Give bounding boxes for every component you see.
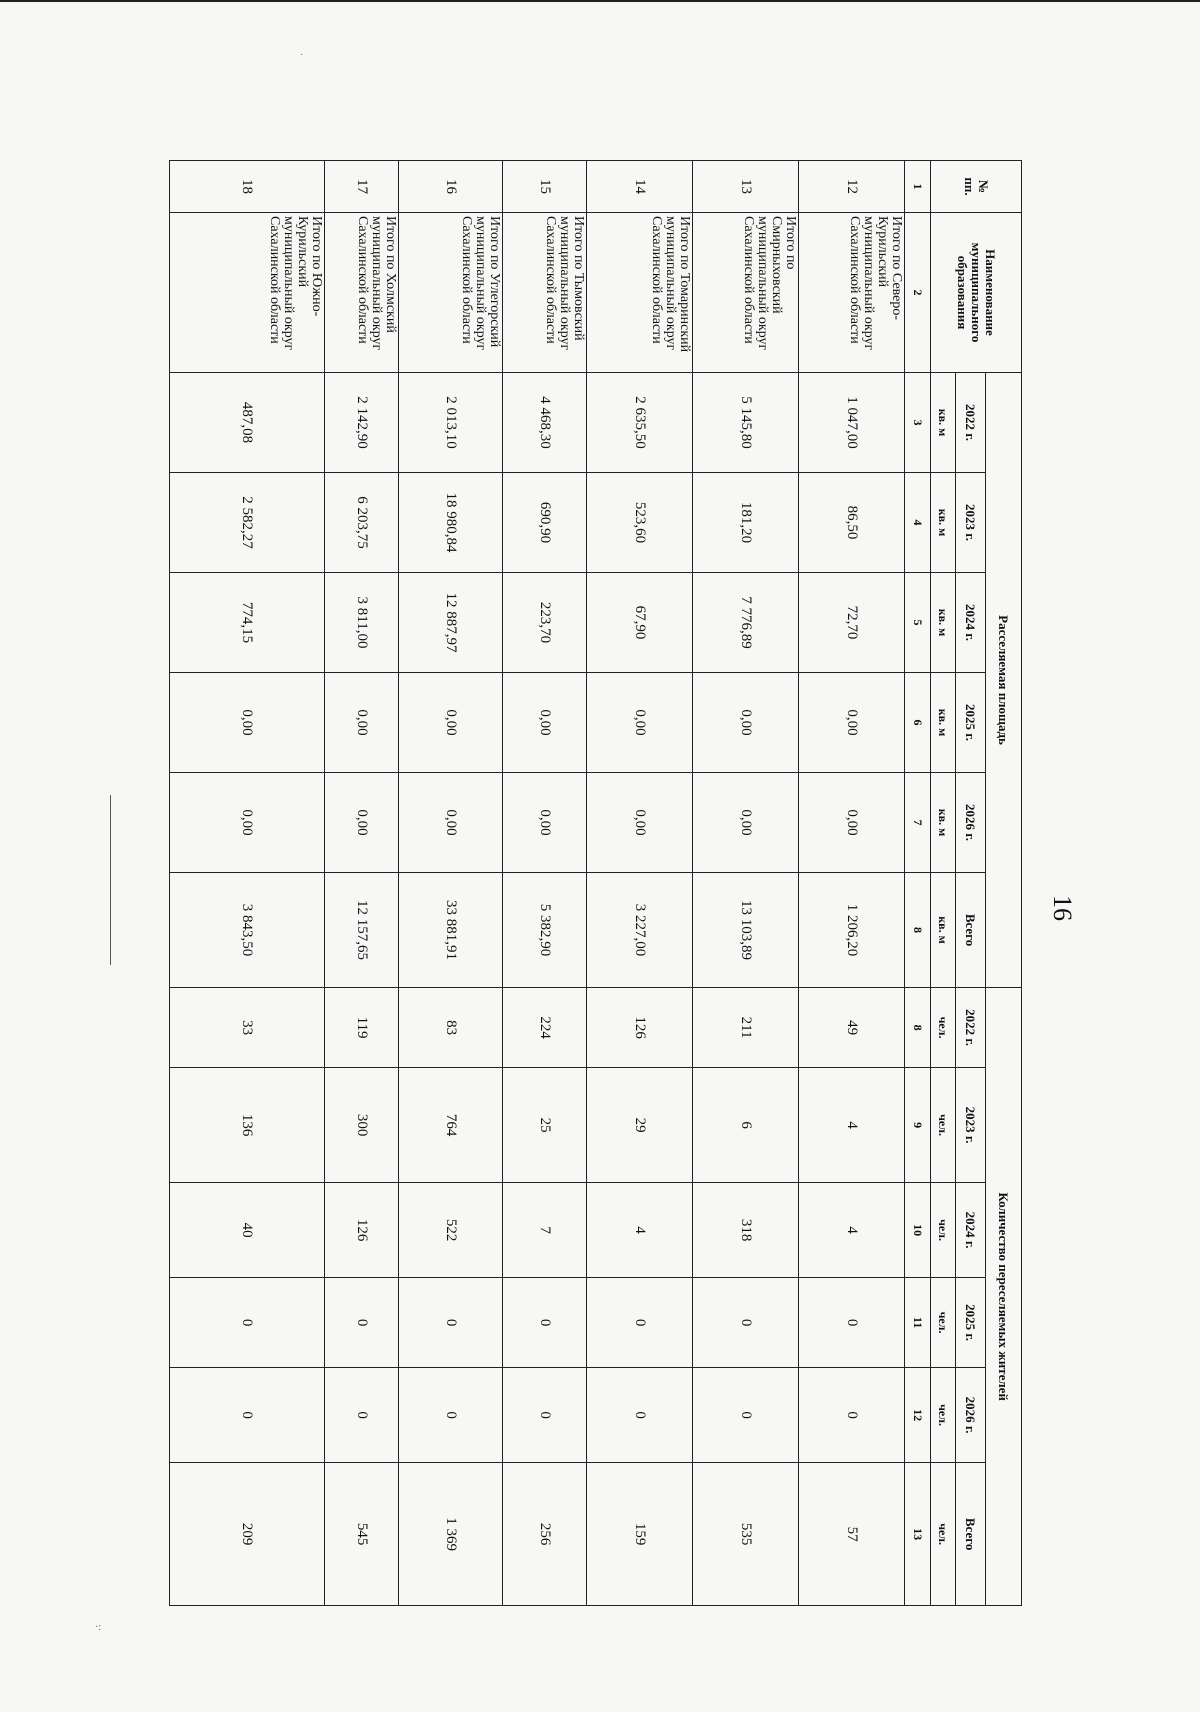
header-people-year: 2022 г.: [956, 988, 986, 1068]
area-value: 0,00: [325, 673, 399, 773]
header-area-unit: кв. м: [931, 573, 956, 673]
area-value: 0,00: [399, 673, 503, 773]
people-value: 522: [399, 1183, 503, 1278]
column-index: 10: [905, 1183, 931, 1278]
area-value: 1 206,20: [799, 873, 905, 988]
header-people-unit: чел.: [931, 1068, 956, 1183]
municipality-name: Итого по Северо-Курильский муниципальный округ Сахалинской области: [799, 213, 905, 373]
column-index: 5: [905, 573, 931, 673]
municipality-name: Итого по Южно-Курильский муниципальный округ Сахалинской области: [170, 213, 325, 373]
people-value: 4: [587, 1183, 693, 1278]
row-number: 16: [399, 161, 503, 213]
header-people-unit: чел.: [931, 1278, 956, 1368]
area-value: 3 843,50: [170, 873, 325, 988]
header-people-year: 2024 г.: [956, 1183, 986, 1278]
people-value: 0: [170, 1278, 325, 1368]
people-value: 318: [693, 1183, 799, 1278]
area-value: 0,00: [587, 773, 693, 873]
header-people-year: Всего: [956, 1463, 986, 1606]
area-value: 1 047,00: [799, 373, 905, 473]
people-value: 209: [170, 1463, 325, 1606]
column-index: 8: [905, 988, 931, 1068]
column-index: 11: [905, 1278, 931, 1368]
people-value: 25: [503, 1068, 587, 1183]
people-value: 126: [325, 1183, 399, 1278]
column-index: 13: [905, 1463, 931, 1606]
people-value: 0: [693, 1368, 799, 1463]
people-value: 545: [325, 1463, 399, 1606]
area-value: 2 142,90: [325, 373, 399, 473]
header-area-year: Всего: [956, 873, 986, 988]
rotated-table-container: [170, 160, 1022, 1605]
area-value: 690,90: [503, 473, 587, 573]
people-value: 0: [170, 1368, 325, 1463]
area-value: 18 980,84: [399, 473, 503, 573]
header-number: № пп.: [931, 161, 1022, 213]
header-area-group: Расселяемая площадь: [986, 373, 1022, 988]
people-value: 49: [799, 988, 905, 1068]
people-value: 0: [325, 1278, 399, 1368]
municipality-name: Итого по Углегорский муниципальный округ Сахалинской области: [399, 213, 503, 373]
area-value: 223,70: [503, 573, 587, 673]
page-number: 16: [1048, 895, 1077, 921]
column-index: 9: [905, 1068, 931, 1183]
column-index: 3: [905, 373, 931, 473]
people-value: 0: [399, 1278, 503, 1368]
scan-top-edge: [0, 0, 1200, 2]
area-value: 5 382,90: [503, 873, 587, 988]
header-area-unit: кв. м: [931, 473, 956, 573]
row-number: 13: [693, 161, 799, 213]
area-value: 2 635,50: [587, 373, 693, 473]
row-number: 17: [325, 161, 399, 213]
people-value: 256: [503, 1463, 587, 1606]
municipality-name: Итого по Томаринский муниципальный округ Сахалинской области: [587, 213, 693, 373]
people-value: 300: [325, 1068, 399, 1183]
column-index: 12: [905, 1368, 931, 1463]
area-value: 487,08: [170, 373, 325, 473]
area-value: 0,00: [693, 673, 799, 773]
area-value: 0,00: [799, 773, 905, 873]
people-value: 6: [693, 1068, 799, 1183]
column-index: 2: [905, 213, 931, 373]
people-value: 7: [503, 1183, 587, 1278]
area-value: 0,00: [399, 773, 503, 873]
people-value: 0: [503, 1278, 587, 1368]
header-people-group: Количество переселяемых жителей: [986, 988, 1022, 1606]
header-people-unit: чел.: [931, 1183, 956, 1278]
area-value: 6 203,75: [325, 473, 399, 573]
area-value: 774,15: [170, 573, 325, 673]
people-value: 119: [325, 988, 399, 1068]
header-area-unit: кв. м: [931, 773, 956, 873]
area-value: 3 811,00: [325, 573, 399, 673]
area-value: 0,00: [799, 673, 905, 773]
people-value: 4: [799, 1068, 905, 1183]
header-people-unit: чел.: [931, 1368, 956, 1463]
area-value: 523,60: [587, 473, 693, 573]
header-row-index: [905, 161, 931, 1606]
column-index: 4: [905, 473, 931, 573]
column-index: 1: [905, 161, 931, 213]
area-value: 67,90: [587, 573, 693, 673]
column-index: 6: [905, 673, 931, 773]
table-row: [799, 161, 905, 1606]
area-value: 0,00: [170, 773, 325, 873]
municipality-name: Итого по Тымовский муниципальный округ Сахалинской области: [503, 213, 587, 373]
area-value: 0,00: [503, 773, 587, 873]
people-value: 0: [325, 1368, 399, 1463]
header-row-groups: [986, 161, 1022, 1606]
people-value: 764: [399, 1068, 503, 1183]
people-value: 0: [693, 1278, 799, 1368]
header-area-year: 2024 г.: [956, 573, 986, 673]
area-value: 33 881,91: [399, 873, 503, 988]
column-index: 8: [905, 873, 931, 988]
people-value: 159: [587, 1463, 693, 1606]
header-area-year: 2022 г.: [956, 373, 986, 473]
row-number: 12: [799, 161, 905, 213]
table-row: [693, 161, 799, 1606]
municipality-name: Итого по Смирныховский муниципальный округ Сахалинской области: [693, 213, 799, 373]
header-area-year: 2023 г.: [956, 473, 986, 573]
table-row: [399, 161, 503, 1606]
header-people-year: 2023 г.: [956, 1068, 986, 1183]
header-row-units: [931, 161, 956, 1606]
area-value: 86,50: [799, 473, 905, 573]
area-value: 2 013,10: [399, 373, 503, 473]
area-value: 2 582,27: [170, 473, 325, 573]
header-people-unit: чел.: [931, 1463, 956, 1606]
header-area-unit: кв. м: [931, 373, 956, 473]
header-area-year: 2025 г.: [956, 673, 986, 773]
area-value: 0,00: [503, 673, 587, 773]
column-index: 7: [905, 773, 931, 873]
people-value: 40: [170, 1183, 325, 1278]
area-value: 181,20: [693, 473, 799, 573]
people-value: 29: [587, 1068, 693, 1183]
row-number: 18: [170, 161, 325, 213]
header-area-unit: кв. м: [931, 673, 956, 773]
area-value: 0,00: [170, 673, 325, 773]
people-value: 126: [587, 988, 693, 1068]
header-area-year: 2026 г.: [956, 773, 986, 873]
area-value: 0,00: [325, 773, 399, 873]
area-value: 13 103,89: [693, 873, 799, 988]
people-value: 0: [587, 1278, 693, 1368]
header-people-year: 2025 г.: [956, 1278, 986, 1368]
area-value: 0,00: [587, 673, 693, 773]
people-value: 535: [693, 1463, 799, 1606]
people-value: 4: [799, 1183, 905, 1278]
people-value: 0: [799, 1368, 905, 1463]
municipality-name: Итого по Холмский муниципальный округ Сахалинской области: [325, 213, 399, 373]
area-value: 12 887,97: [399, 573, 503, 673]
table-row: [503, 161, 587, 1606]
area-value: 12 157,65: [325, 873, 399, 988]
row-number: 15: [503, 161, 587, 213]
area-value: 7 776,89: [693, 573, 799, 673]
people-value: 224: [503, 988, 587, 1068]
people-value: 0: [799, 1278, 905, 1368]
people-value: 211: [693, 988, 799, 1068]
header-people-unit: чел.: [931, 988, 956, 1068]
people-value: 57: [799, 1463, 905, 1606]
area-value: 0,00: [693, 773, 799, 873]
table-row: [587, 161, 693, 1606]
area-value: 4 468,30: [503, 373, 587, 473]
header-people-year: 2026 г.: [956, 1368, 986, 1463]
scan-speck: ·: [300, 50, 304, 61]
area-value: 72,70: [799, 573, 905, 673]
area-value: 3 227,00: [587, 873, 693, 988]
margin-mark: [110, 795, 111, 965]
area-value: 5 145,80: [693, 373, 799, 473]
table-row: [170, 161, 325, 1606]
scan-speck: ·:: [95, 1622, 102, 1633]
people-value: 33: [170, 988, 325, 1068]
row-number: 14: [587, 161, 693, 213]
people-value: 1 369: [399, 1463, 503, 1606]
people-value: 0: [503, 1368, 587, 1463]
table-row: [325, 161, 399, 1606]
people-value: 136: [170, 1068, 325, 1183]
people-value: 83: [399, 988, 503, 1068]
people-value: 0: [587, 1368, 693, 1463]
header-name: Наименование муниципального образования: [931, 213, 1022, 373]
header-row-years: [956, 161, 986, 1606]
header-area-unit: кв. м: [931, 873, 956, 988]
resettlement-table: [169, 160, 1022, 1606]
people-value: 0: [399, 1368, 503, 1463]
